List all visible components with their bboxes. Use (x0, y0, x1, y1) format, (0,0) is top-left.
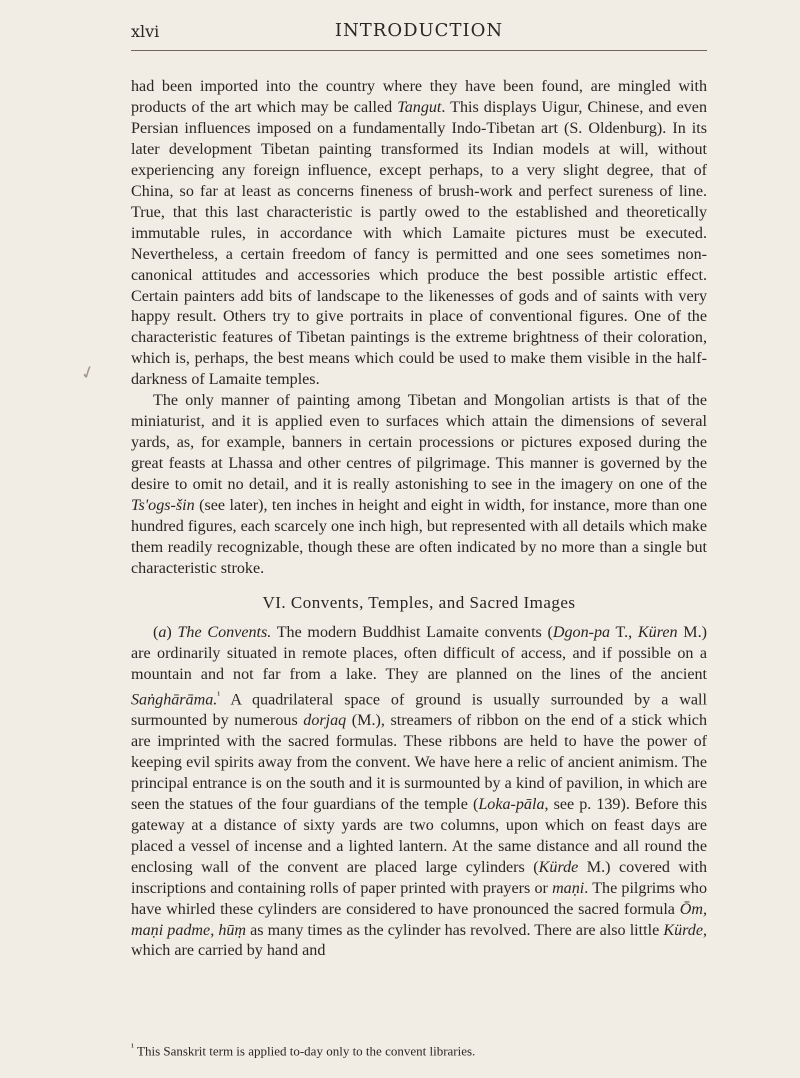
text-run: The only manner of painting among Tibetan and Mongolian artists is that of the miniaturist, and it is applied even to surfaces which attain the dimensions of several yards, as, for example, banners in certain processions or pictures exposed during the great feasts at Lhassa and other centres of pilgrimage. This manner is governed by the desire to omit no detail, and it is really astonishing to see in the imagery on one of the (131, 392, 707, 494)
header-rule (131, 50, 707, 51)
italic-text: The Convents. (177, 623, 272, 641)
text-run: M.) are ordinarily situated in remote places, often difficult of access, and if possible on a mountain and not far from a lake. They are planned on the lines of the ancient (131, 623, 707, 683)
text-run: , which are carried by hand and (131, 921, 707, 960)
footnote (131, 1040, 707, 1059)
italic-text: dorjaq (303, 712, 347, 729)
italic-text: Kürde (538, 858, 579, 876)
paragraph (131, 391, 707, 580)
footnote-ref: ¹ (217, 689, 221, 701)
italic-text: Saṅghārāma. (131, 691, 218, 709)
margin-check-icon: ✓ (77, 360, 99, 386)
text-run: , see p. 139). Before this gateway at a distance of sixty yards are two columns, upon which on feast days are placed a vessel of incense and a lighted lantern. At the same distance and all round the enclosing wall of the convent are placed large cylinders ( (131, 795, 707, 876)
italic-text: Küren (637, 623, 678, 641)
footnote-marker: ¹ (131, 1042, 134, 1053)
paragraph (131, 623, 707, 963)
italic-text: maṇi (552, 879, 585, 897)
text-run: as many times as the cylinder has revolved. There are also little (246, 921, 664, 939)
text-run: . This displays Uigur, Chinese, and even Persian influences imposed on a fundamentally Indo-Tibetan art (S. Oldenburg). In its later development Tibetan painting transformed its Indian models at will, without experiencing any foreign influence, except perhaps, to a very slight degree, that of China, so far at least as concerns fineness of brush-work and perfect sureness of line. True, that this last characteristic is partly owed to the established and theoretically immutable rules, in accordance with which Lamaite pictures must be executed. Nevertheless, a certain freedom of fancy is permitted and one sees sometimes non-canonical attitudes and accessories which produce the best possible artistic effect. Certain painters add bits of landscape to the likenesses of gods and of saints with very happy result. Others try to give portraits in place of conventional figures. One of the characteristic features of Tibetan paintings is the extreme brightness of their coloration, which is, perhaps, the best means which could be used to make them visible in the half-darkness of Lamaite temples. (131, 98, 707, 389)
text-run: (M.), streamers of ribbon on the end of a stick which are imprinted with the sacred formulas. These ribbons are held to have the power of keeping evil spirits away from the convent. We have here a relic of ancient animism. The principal entrance is on the south and it is surmounted by a kind of pavilion, in which are seen the statues of the four guardians of the temple ( (131, 712, 708, 813)
page-number: xlvi (131, 22, 160, 41)
section-heading: VI. Convents, Temples, and Sacred Images (262, 592, 576, 612)
text-run: ) (166, 623, 178, 641)
text-run: The modern Buddhist Lamaite convents ( (271, 623, 553, 641)
text-run: . The pilgrims who have whirled these cylinders are considered to have pronounced the sacred formula (131, 879, 707, 918)
text-run: T., (610, 623, 638, 641)
text-run: A quadrilateral space of ground is usually surrounded by a wall surmounted by numerous (131, 691, 707, 729)
text-run: M.) covered with inscriptions and containing rolls of paper printed with prayers or (131, 858, 707, 897)
paragraph (131, 77, 707, 391)
running-head: INTRODUCTION (334, 20, 504, 41)
text-run: ( (153, 623, 159, 641)
italic-text: a (158, 623, 167, 641)
page-header (131, 14, 707, 42)
footnote-text: This Sanskrit term is applied to-day only to the convent libraries. (134, 1043, 476, 1059)
italic-text: Ōm, maṇi padme, hūṃ (131, 900, 707, 939)
body-text (131, 77, 707, 962)
italic-text: Tangut (397, 98, 442, 116)
text-run: (see later), ten inches in height and eight in width, for instance, more than one hundred figures, each scarcely one inch high, but represented with all details which make them readily recognizable, though these are often indicated by no more than a single but characteristic stroke. (131, 497, 707, 577)
italic-text: Ts'ogs-šin (131, 497, 195, 515)
italic-text: Dgon-pa (552, 623, 611, 641)
italic-text: Kürde (663, 921, 703, 939)
italic-text: Loka-pāla (478, 795, 545, 813)
text-run: had been imported into the country where they have been found, are mingled with products of the art which may be called (131, 78, 707, 116)
